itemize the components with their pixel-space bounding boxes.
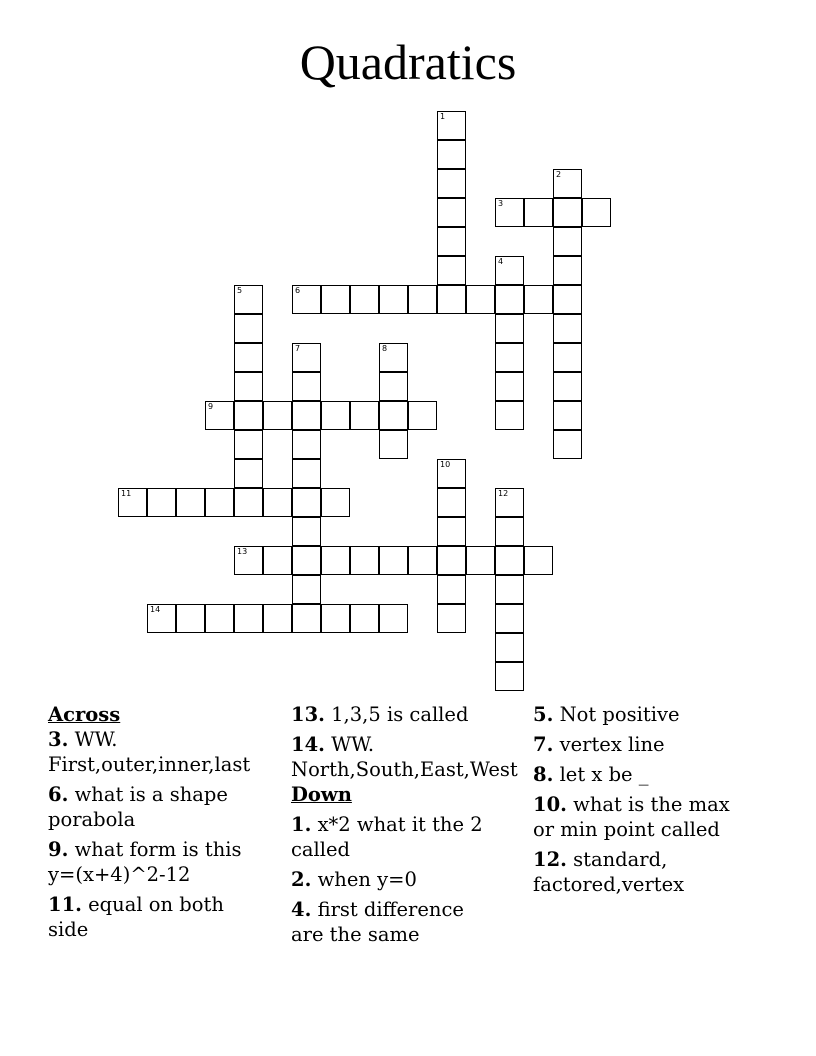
- crossword-cell[interactable]: [234, 285, 263, 314]
- crossword-cell[interactable]: [553, 372, 582, 401]
- crossword-cell[interactable]: [437, 285, 466, 314]
- crossword-cell[interactable]: [292, 459, 321, 488]
- crossword-cell[interactable]: [553, 169, 582, 198]
- crossword-cell[interactable]: [466, 285, 495, 314]
- crossword-cell[interactable]: [495, 285, 524, 314]
- crossword-cell[interactable]: [234, 488, 263, 517]
- crossword-cell[interactable]: [437, 198, 466, 227]
- crossword-cell[interactable]: [495, 662, 524, 691]
- clue-down-7: 7. vertex line: [533, 733, 665, 756]
- clue-down-10: 10. what is the max or min point called: [533, 793, 730, 841]
- crossword-cell[interactable]: [582, 198, 611, 227]
- crossword-cell[interactable]: [495, 198, 524, 227]
- crossword-cell[interactable]: [553, 401, 582, 430]
- crossword-cell[interactable]: [292, 517, 321, 546]
- cell-number: 3: [498, 199, 504, 208]
- crossword-cell[interactable]: [176, 488, 205, 517]
- crossword-cell[interactable]: [234, 430, 263, 459]
- cell-number: 1: [440, 112, 446, 121]
- crossword-cell[interactable]: [437, 459, 466, 488]
- crossword-cell[interactable]: [205, 401, 234, 430]
- crossword-cell[interactable]: [408, 401, 437, 430]
- across-heading: Across: [48, 703, 121, 726]
- cell-number: 14: [150, 605, 161, 614]
- crossword-cell[interactable]: [524, 285, 553, 314]
- clue-down-8: 8. let x be _: [533, 763, 649, 786]
- crossword-cell[interactable]: [466, 546, 495, 575]
- crossword-cell[interactable]: [292, 372, 321, 401]
- crossword-cell[interactable]: [495, 517, 524, 546]
- crossword-cell[interactable]: [350, 401, 379, 430]
- cell-number: 12: [498, 489, 509, 498]
- crossword-cell[interactable]: [234, 604, 263, 633]
- crossword-cell[interactable]: [234, 459, 263, 488]
- down-heading: Down: [291, 783, 352, 806]
- cell-number: 5: [237, 286, 243, 295]
- crossword-cell[interactable]: [350, 285, 379, 314]
- crossword-cell[interactable]: [292, 401, 321, 430]
- crossword-cell[interactable]: [292, 604, 321, 633]
- crossword-cell[interactable]: [408, 546, 437, 575]
- crossword-cell[interactable]: [234, 546, 263, 575]
- clue-across-11: 11. equal on both side: [48, 893, 224, 941]
- crossword-cell[interactable]: [524, 546, 553, 575]
- clue-down-2: 2. when y=0: [291, 868, 417, 891]
- crossword-cell[interactable]: [553, 314, 582, 343]
- crossword-cell[interactable]: [205, 488, 234, 517]
- crossword-cell[interactable]: [495, 343, 524, 372]
- crossword-cell[interactable]: [321, 604, 350, 633]
- crossword-cell[interactable]: [263, 488, 292, 517]
- cell-number: 2: [556, 170, 562, 179]
- crossword-cell[interactable]: [437, 169, 466, 198]
- crossword-cell[interactable]: [437, 140, 466, 169]
- clue-column-2: [291, 702, 531, 952]
- crossword-cell[interactable]: [263, 604, 292, 633]
- crossword-cell[interactable]: [553, 430, 582, 459]
- cell-number: 9: [208, 402, 214, 411]
- crossword-cell[interactable]: [292, 285, 321, 314]
- crossword-cell[interactable]: [553, 227, 582, 256]
- crossword-cell[interactable]: [437, 256, 466, 285]
- crossword-cell[interactable]: [234, 343, 263, 372]
- clue-column-1: [48, 702, 288, 947]
- crossword-cell[interactable]: [495, 314, 524, 343]
- crossword-cell[interactable]: [495, 633, 524, 662]
- crossword-cell[interactable]: [408, 285, 437, 314]
- crossword-cell[interactable]: [350, 604, 379, 633]
- clue-down-12: 12. standard, factored,vertex: [533, 848, 685, 896]
- crossword-cell[interactable]: [495, 488, 524, 517]
- crossword-cell[interactable]: [350, 546, 379, 575]
- crossword-cell[interactable]: [321, 488, 350, 517]
- crossword-cell[interactable]: [292, 430, 321, 459]
- crossword-cell[interactable]: [321, 401, 350, 430]
- crossword-cell[interactable]: [321, 546, 350, 575]
- crossword-cell[interactable]: [379, 546, 408, 575]
- cell-number: 11: [121, 489, 132, 498]
- crossword-cell[interactable]: [495, 546, 524, 575]
- clue-across-9: 9. what form is this y=(x+4)^2-12: [48, 838, 242, 886]
- crossword-cell[interactable]: [437, 546, 466, 575]
- crossword-cell[interactable]: [292, 546, 321, 575]
- crossword-cell[interactable]: [437, 111, 466, 140]
- clue-across-13: 13. 1,3,5 is called: [291, 703, 469, 726]
- crossword-cell[interactable]: [495, 575, 524, 604]
- crossword-cell[interactable]: [495, 372, 524, 401]
- cell-number: 4: [498, 257, 504, 266]
- clue-across-14-text: North,South,East,West: [291, 758, 518, 781]
- clue-across-3: 3. WW. First,outer,inner,last: [48, 728, 251, 776]
- crossword-cell[interactable]: [234, 401, 263, 430]
- cell-number: 8: [382, 344, 388, 353]
- crossword-cell[interactable]: [147, 488, 176, 517]
- crossword-cell[interactable]: [379, 401, 408, 430]
- clue-down-4: 4. first difference are the same: [291, 898, 464, 946]
- crossword-cell[interactable]: [263, 546, 292, 575]
- page-title: Quadratics: [299, 34, 517, 90]
- crossword-cell[interactable]: [553, 198, 582, 227]
- crossword-cell[interactable]: [495, 401, 524, 430]
- crossword-cell[interactable]: [234, 372, 263, 401]
- crossword-cell[interactable]: [263, 401, 292, 430]
- cell-number: 13: [237, 547, 248, 556]
- clue-column-3: [533, 702, 773, 902]
- crossword-cell[interactable]: [524, 198, 553, 227]
- crossword-cell[interactable]: [379, 343, 408, 372]
- crossword-cell[interactable]: [321, 285, 350, 314]
- crossword-cell[interactable]: [234, 314, 263, 343]
- crossword-cell[interactable]: [292, 575, 321, 604]
- crossword-cell[interactable]: [379, 285, 408, 314]
- crossword-cell[interactable]: [437, 517, 466, 546]
- clue-across-6: 6. what is a shape porabola: [48, 783, 228, 831]
- crossword-cell[interactable]: [437, 604, 466, 633]
- crossword-cell[interactable]: [553, 343, 582, 372]
- crossword-cell[interactable]: [495, 604, 524, 633]
- cell-number: 10: [440, 460, 451, 469]
- clue-down-1: 1. x*2 what it the 2 called: [291, 813, 483, 861]
- crossword-cell[interactable]: [118, 488, 147, 517]
- crossword-cell[interactable]: [292, 488, 321, 517]
- clue-across-14: 14. WW. North,South,East,West: [291, 733, 518, 781]
- crossword-cell[interactable]: [379, 372, 408, 401]
- crossword-cell[interactable]: [553, 256, 582, 285]
- crossword-cell[interactable]: [437, 488, 466, 517]
- crossword-cell[interactable]: [205, 604, 234, 633]
- crossword-cell[interactable]: [176, 604, 205, 633]
- crossword-cell[interactable]: [379, 430, 408, 459]
- crossword-cell[interactable]: [292, 343, 321, 372]
- crossword-cell[interactable]: [379, 604, 408, 633]
- crossword-cell[interactable]: [553, 285, 582, 314]
- cell-number: 6: [295, 286, 301, 295]
- clue-down-5: 5. Not positive: [533, 703, 680, 726]
- crossword-cell[interactable]: [437, 575, 466, 604]
- crossword-cell[interactable]: [495, 256, 524, 285]
- crossword-cell[interactable]: [147, 604, 176, 633]
- crossword-cell[interactable]: [437, 227, 466, 256]
- cell-number: 7: [295, 344, 301, 353]
